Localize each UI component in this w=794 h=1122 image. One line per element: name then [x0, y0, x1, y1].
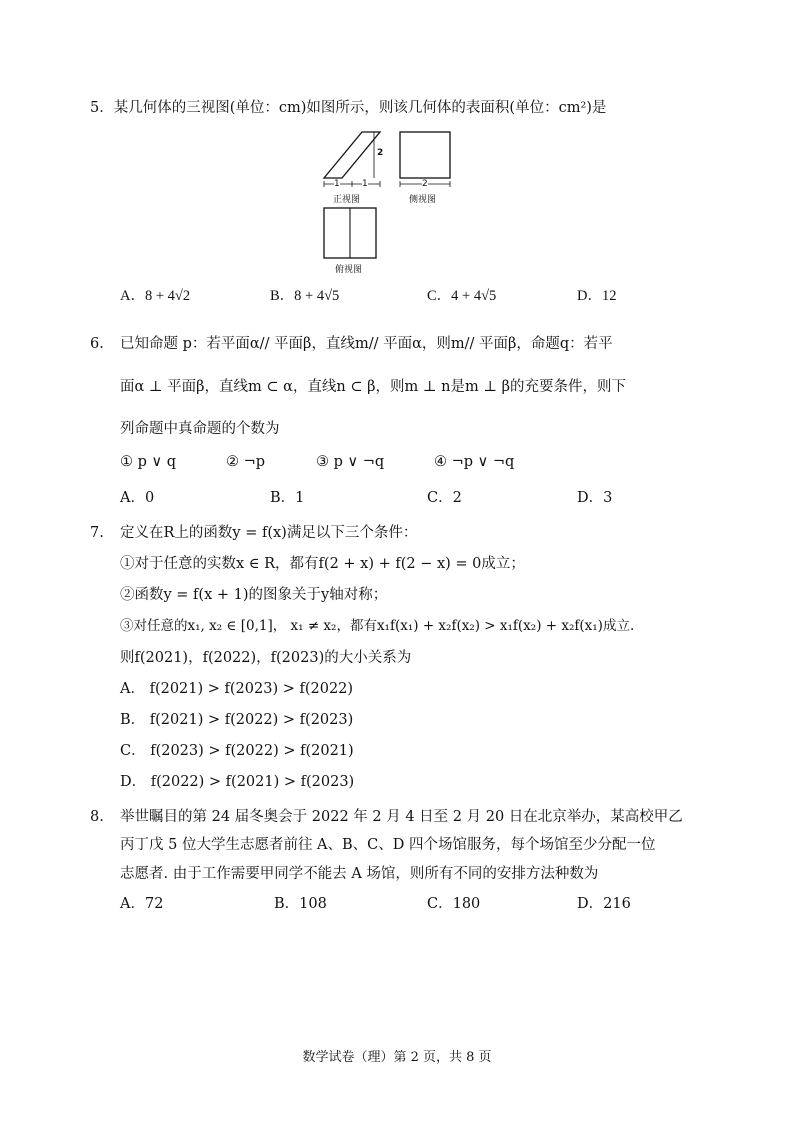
q7-line-5: 则f(2021)，f(2022)，f(2023)的大小关系为 [120, 650, 412, 666]
q6-line-1: 已知命题 p：若平面α// 平面β，直线m// 平面α，则m// 平面β，命题q：若平 [120, 336, 613, 352]
q8-option-a: A．72 [120, 896, 164, 912]
q8-option-c: C．180 [427, 896, 481, 912]
q6-prop-2: ② ¬p [226, 454, 266, 470]
q6-prop-1: ① p ∨ q [120, 454, 177, 470]
q7-number: 7. [90, 525, 104, 541]
q8-line-1: 举世瞩目的第 24 届冬奥会于 2022 年 2 月 4 日至 2 月 20 日在北京举办，某高校甲乙 [120, 809, 683, 825]
front-view-label: 正视图 [333, 195, 361, 205]
side-view-shape [400, 132, 450, 178]
q5-option-a: A．8 + 4√2 [120, 288, 191, 304]
q6-line-2: 面α ⊥ 平面β，直线m ⊂ α，直线n ⊂ β，则m ⊥ n是m ⊥ β的充要条件，则下 [120, 379, 626, 395]
dim-width-a-label: 1 [334, 179, 340, 189]
page-footer: 数学试卷（理）第 2 页，共 8 页 [302, 1050, 492, 1065]
q7-condition-2: ②函数y = f(x + 1)的图象关于y轴对称； [120, 587, 388, 603]
q7-condition-3: ③对任意的x₁, x₂ ∈ [0,1]， x₁ ≠ x₂，都有x₁f(x₁) + x₂f(x₂) > x₁f(x₂) + x₂f(x₁)成立. [120, 618, 635, 634]
q6-option-b: B．1 [270, 490, 305, 506]
dim-height-label: 2 [377, 148, 384, 158]
dim-side-width-label: 2 [422, 179, 428, 189]
q6-line-3: 列命题中真命题的个数为 [120, 421, 280, 437]
q5-number: 5． [90, 100, 114, 116]
q7-option-d: D． f(2022) > f(2021) > f(2023) [120, 774, 355, 790]
q5-stem [90, 98, 606, 118]
q7-line-1: 定义在R上的函数y = f(x)满足以下三个条件： [120, 525, 418, 541]
q8-option-b: B．108 [274, 896, 327, 912]
q6-option-d: D．3 [577, 490, 613, 506]
q6-option-a: A．0 [120, 490, 155, 506]
q6-number: 6. [90, 336, 104, 352]
dim-width-b-label: 1 [362, 179, 368, 189]
q7-condition-1: ①对于任意的实数x ∈ R，都有f(2 + x) + f(2 − x) = 0成立； [120, 556, 525, 572]
q7-option-b: B． f(2021) > f(2022) > f(2023) [120, 712, 354, 728]
q7-option-c: C． f(2023) > f(2022) > f(2021) [120, 743, 354, 759]
top-view-label: 俯视图 [335, 265, 363, 275]
front-view-shape [324, 132, 380, 178]
q8-line-3: 志愿者. 由于工作需要甲同学不能去 A 场馆，则所有不同的安排方法种数为 [120, 866, 599, 882]
q5-option-d: D．12 [577, 288, 617, 304]
q6-option-c: C．2 [427, 490, 462, 506]
q5-text: 某几何体的三视图(单位：cm)如图所示，则该几何体的表面积(单位：cm²)是 [113, 100, 607, 116]
q6-prop-3: ③ p ∨ ¬q [316, 454, 385, 470]
q5-option-b: B．8 + 4√5 [270, 288, 340, 304]
side-view-label: 侧视图 [409, 195, 437, 205]
q8-number: 8. [90, 809, 104, 825]
q8-line-2: 丙丁戊 5 位大学生志愿者前往 A、B、C、D 四个场馆服务，每个场馆至少分配一位 [120, 837, 656, 853]
q8-option-d: D．216 [577, 896, 631, 912]
q5-option-c: C．4 + 4√5 [427, 288, 497, 304]
q6-prop-4: ④ ¬p ∨ ¬q [434, 454, 515, 470]
q7-option-a: A． f(2021) > f(2023) > f(2022) [120, 681, 354, 697]
